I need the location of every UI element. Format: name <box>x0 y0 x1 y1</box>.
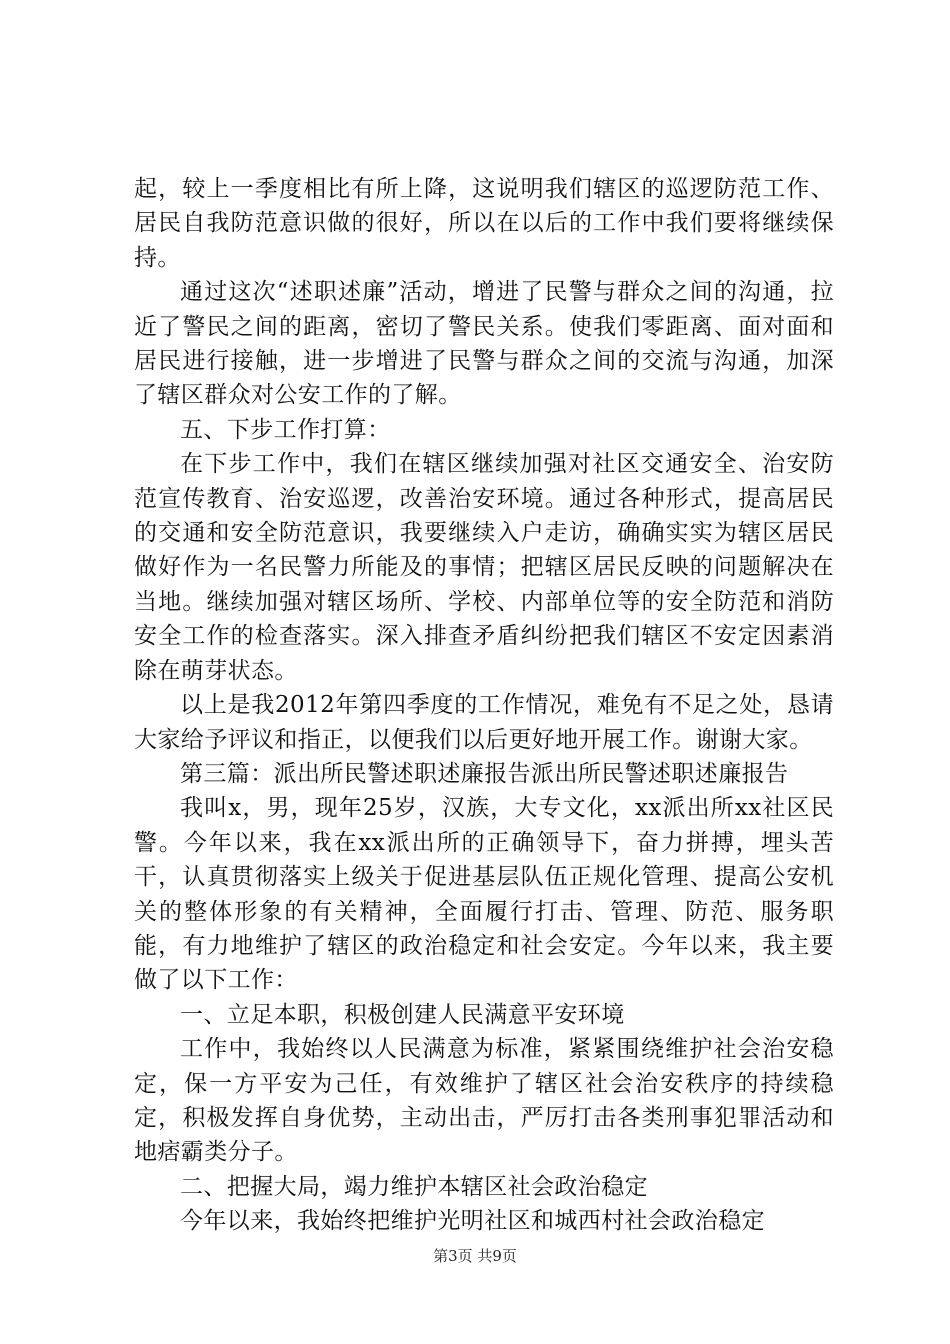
page-number-footer: 第3页 共9页 <box>433 1247 517 1265</box>
paragraph: 通过这次“述职述廉”活动，增进了民警与群众之间的沟通，拉近了警民之间的距离，密切了警民关系。使我们零距离、面对面和居民进行接触，进一步增进了民警与群众之间的交流与沟通，加深了辖区群众对公安工作的了解。 <box>134 279 834 409</box>
section-heading: 五、下步工作打算： <box>180 416 391 443</box>
document-body <box>134 172 834 1239</box>
section-heading: 一、立足本职，积极创建人民满意平安环境 <box>180 1001 625 1028</box>
paragraph: 今年以来，我始终把维护光明社区和城西村社会政治稳定 <box>180 1208 765 1235</box>
paragraph: 工作中，我始终以人民满意为标准，紧紧围绕维护社会治安稳定，保一方平安为己任，有效维护了辖区社会治安秩序的持续稳定，积极发挥自身优势，主动出击，严厉打击各类刑事犯罪活动和地痞霸类分子。 <box>134 1036 834 1166</box>
paragraph: 我叫x，男，现年25岁，汉族，大专文化，xx派出所xx社区民警。今年以来，我在xx派出所的正确领导下，奋力拼搏，埋头苦干，认真贯彻落实上级关于促进基层队伍正规化管理、提高公安机关的整体形象的有关精神，全面履行打击、管理、防范、服务职能，有力地维护了辖区的政治稳定和社会安定。今年以来，我主要做了以下工作： <box>134 795 834 994</box>
article-title: 第三篇：派出所民警述职述廉报告派出所民警述职述廉报告 <box>180 760 789 787</box>
paragraph: 以上是我2012年第四季度的工作情况，难免有不足之处，恳请大家给予评议和指正，以便我们以后更好地开展工作。谢谢大家。 <box>134 692 834 753</box>
paragraph: 在下步工作中，我们在辖区继续加强对社区交通安全、治安防范宣传教育、治安巡逻，改善治安环境。通过各种形式，提高居民的交通和安全防范意识，我要继续入户走访，确确实实为辖区居民做好作为一名民警力所能及的事情；把辖区居民反映的问题解决在当地。继续加强对辖区场所、学校、内部单位等的安全防范和消防安全工作的检查落实。深入排查矛盾纠纷把我们辖区不安定因素消除在萌芽状态。 <box>134 451 834 684</box>
paragraph: 起，较上一季度相比有所上降，这说明我们辖区的巡逻防范工作、居民自我防范意识做的很好，所以在以后的工作中我们要将继续保持。 <box>134 176 834 271</box>
section-heading: 二、把握大局，竭力维护本辖区社会政治稳定 <box>180 1173 648 1200</box>
